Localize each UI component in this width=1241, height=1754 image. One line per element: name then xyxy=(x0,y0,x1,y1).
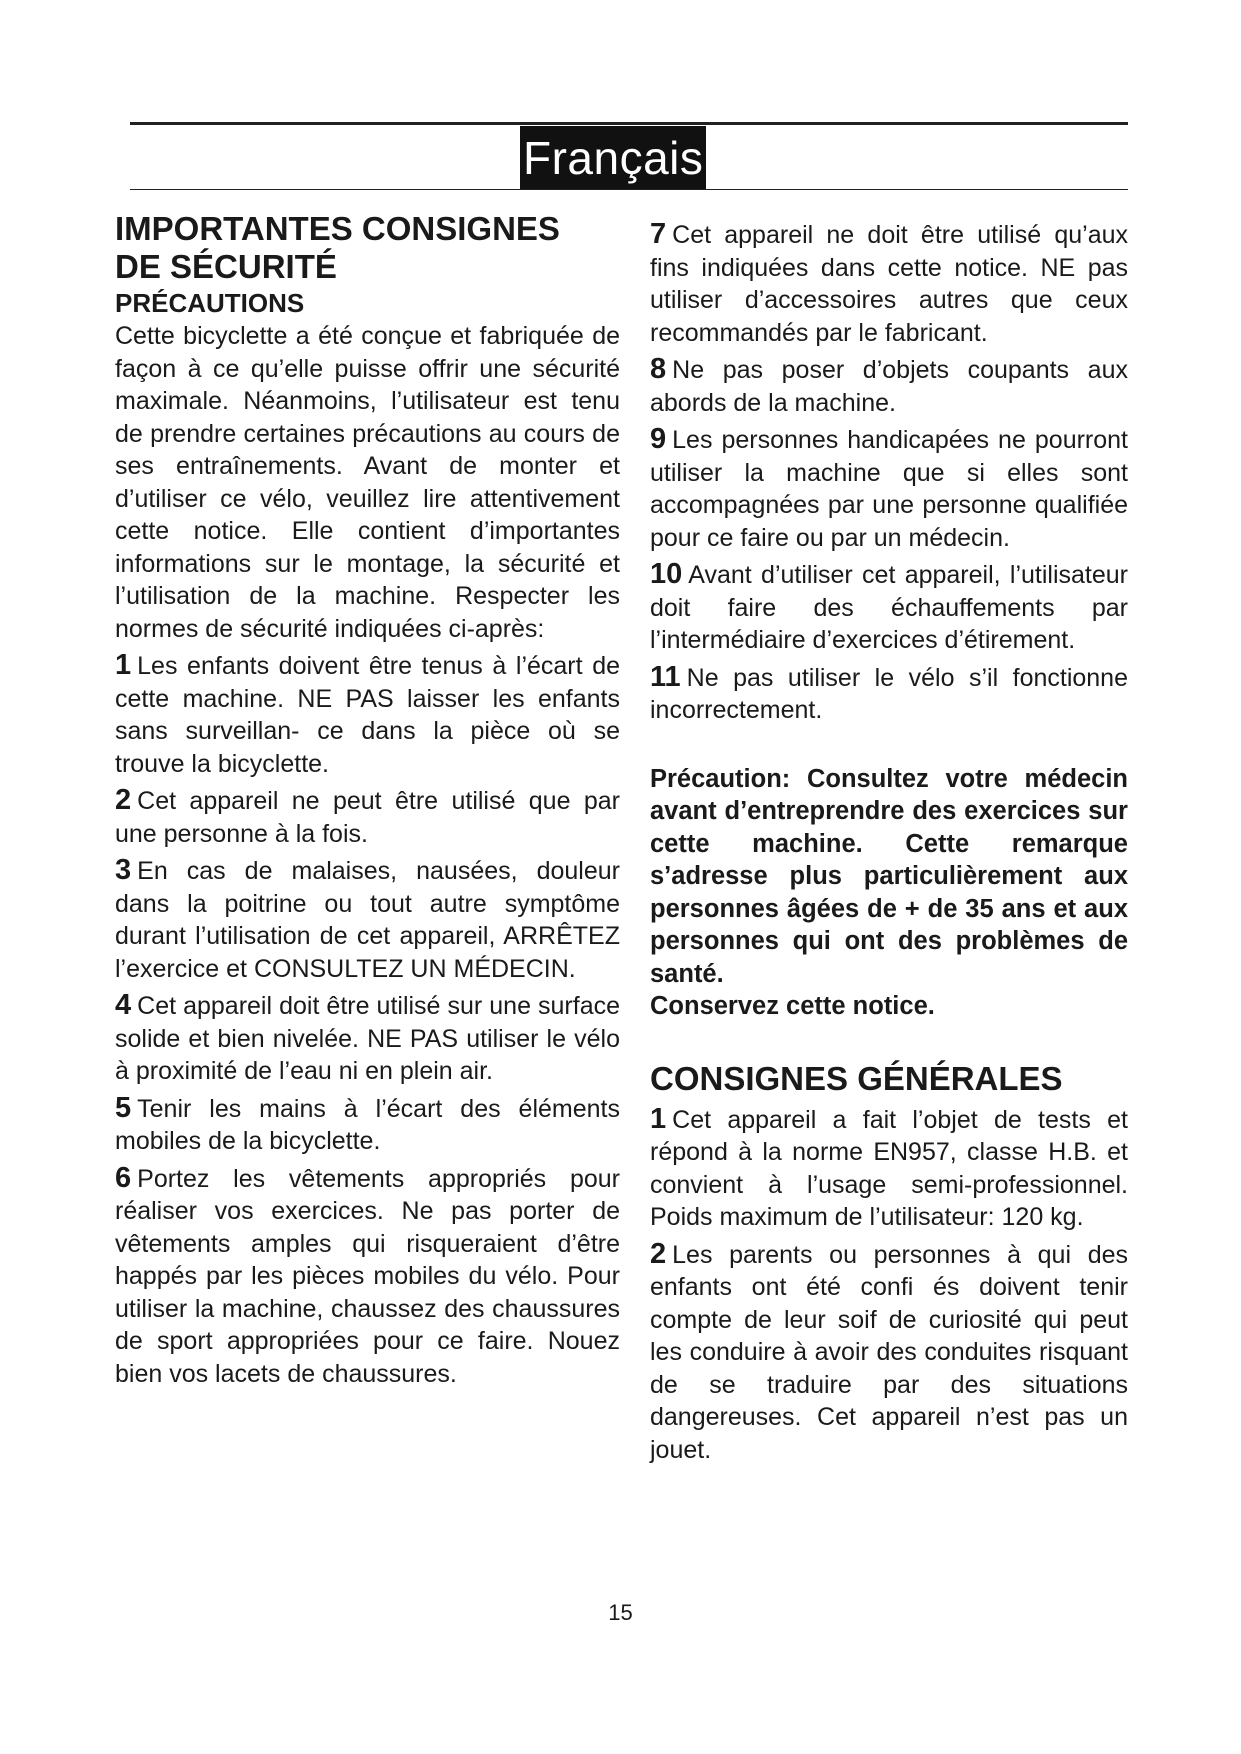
item-text: Ne pas utiliser le vélo s’il fonctionne incorrectement. xyxy=(650,663,1128,724)
item-number: 1 xyxy=(650,1102,667,1135)
item-text: Cet appareil ne peut être utilisé que par une personne à la fois. xyxy=(115,787,620,848)
item-number: 1 xyxy=(115,649,132,681)
list-item xyxy=(650,661,1128,727)
item-text: Tenir les mains à l’écart des éléments mobiles de la bicyclette. xyxy=(115,1094,620,1155)
item-text: Cet appareil a fait l’objet de tests et répond à la norme EN957, classe H.B. et convient à l’usage semi-professionnel. Poids maximum de l’utilisateur: 120 kg. xyxy=(650,1105,1128,1231)
list-item xyxy=(115,784,620,850)
item-number: 9 xyxy=(650,423,667,455)
list-item xyxy=(650,353,1128,419)
item-text: Ne pas poser d’objets coupants aux abords de la machine. xyxy=(650,356,1128,417)
item-number: 6 xyxy=(115,1161,132,1194)
item-number: 10 xyxy=(650,558,683,590)
left-column xyxy=(115,210,620,1390)
safety-title-line1: IMPORTANTES CONSIGNES xyxy=(115,210,560,247)
safety-title-line2: DE SÉCURITÉ xyxy=(115,248,337,285)
item-text: Cet appareil doit être utilisé sur une surface solide et bien nivelée. NE PAS utiliser le vélo à proximité de l’eau ni en plein air. xyxy=(115,992,620,1085)
item-text: Portez les vêtements appropriés pour réaliser vos exercices. Ne pas porter de vêtements amples qui risqueraient d’être happés par les pièces mobiles du vélo. Pour utiliser la machine, chaussez des chaussures de sport appropriées pour ce faire. Nouez bien vos lacets de chaussures. xyxy=(115,1164,620,1388)
item-number: 7 xyxy=(650,218,667,250)
item-text: Les personnes handicapées ne pourront utiliser la machine que si elles sont accompagnées par une personne qualifiée pour ce faire ou par un médecin. xyxy=(650,426,1128,552)
list-item xyxy=(650,1103,1128,1234)
precautions-subtitle: PRÉCAUTIONS xyxy=(115,288,305,318)
list-item xyxy=(115,854,620,985)
list-item xyxy=(115,1092,620,1158)
list-item xyxy=(650,423,1128,554)
intro-paragraph: Cette bicyclette a été conçue et fabriquée de façon à ce qu’elle puisse offrir une sécurité maximale. Néanmoins, l’utilisateur est tenu de prendre certaines précautions au cours de ses entraînements. Avant de monter et d’utiliser ce vélo, veuillez lire attentivement cette notice. Elle contient d’importantes informations sur le montage, la sécurité et l’utilisation de la machine. Respecter les normes de sécurité indiquées ci-après: xyxy=(115,322,620,643)
right-column xyxy=(650,218,1128,1466)
item-text: Les parents ou personnes à qui des enfants ont été confi és doivent tenir compte de leur soif de curiosité qui peut les conduire à avoir des conduites risquant de se traduire par des situations dangereuses. Cet appareil n’est pas un jouet. xyxy=(650,1240,1128,1464)
caution-paragraph: Précaution: Consultez votre médecin avant d’entreprendre des exercices sur cette machine. Cette remarque s’adresse plus particulièrement aux personnes âgées de + de 35 ans et aux personnes qui ont des problèmes de santé. xyxy=(650,764,1128,988)
item-text: Avant d’utiliser cet appareil, l’utilisateur doit faire des échauffements par l’intermédiaire d’exercices d’étirement. xyxy=(650,561,1128,654)
item-text: Cet appareil ne doit être utilisé qu’aux fins indiquées dans cette notice. NE pas utiliser d’accessoires autres que ceux recommandés par le fabricant. xyxy=(650,221,1128,347)
list-item xyxy=(650,558,1128,657)
list-item xyxy=(650,218,1128,349)
item-number: 5 xyxy=(115,1091,132,1124)
item-number: 3 xyxy=(115,854,132,886)
item-number: 2 xyxy=(115,784,132,816)
list-item xyxy=(115,989,620,1088)
item-text: Les enfants doivent être tenus à l’écart de cette machine. NE PAS laisser les enfants sans surveillan- ce dans la pièce où se trouve la bicyclette. xyxy=(115,652,620,778)
general-instructions-title: CONSIGNES GÉNÉRALES xyxy=(650,1059,1063,1097)
safety-title xyxy=(115,210,620,286)
item-number: 11 xyxy=(650,660,681,693)
list-item xyxy=(650,1238,1128,1467)
item-number: 2 xyxy=(650,1237,667,1270)
header-top-rule xyxy=(130,122,1128,125)
item-text: En cas de malaises, nausées, douleur dans la poitrine ou tout autre symptôme durant l’utilisation de cet appareil, ARRÊTEZ l’exercice et CONSULTEZ UN MÉDECIN. xyxy=(115,857,620,983)
page-number: 15 xyxy=(608,1600,633,1625)
list-item xyxy=(115,1162,620,1391)
header-bottom-rule xyxy=(130,189,1128,190)
list-item xyxy=(115,649,620,780)
item-number: 4 xyxy=(115,989,132,1021)
keep-notice: Conservez cette notice. xyxy=(650,992,935,1020)
item-number: 8 xyxy=(650,353,667,385)
language-label: Français xyxy=(520,126,706,190)
